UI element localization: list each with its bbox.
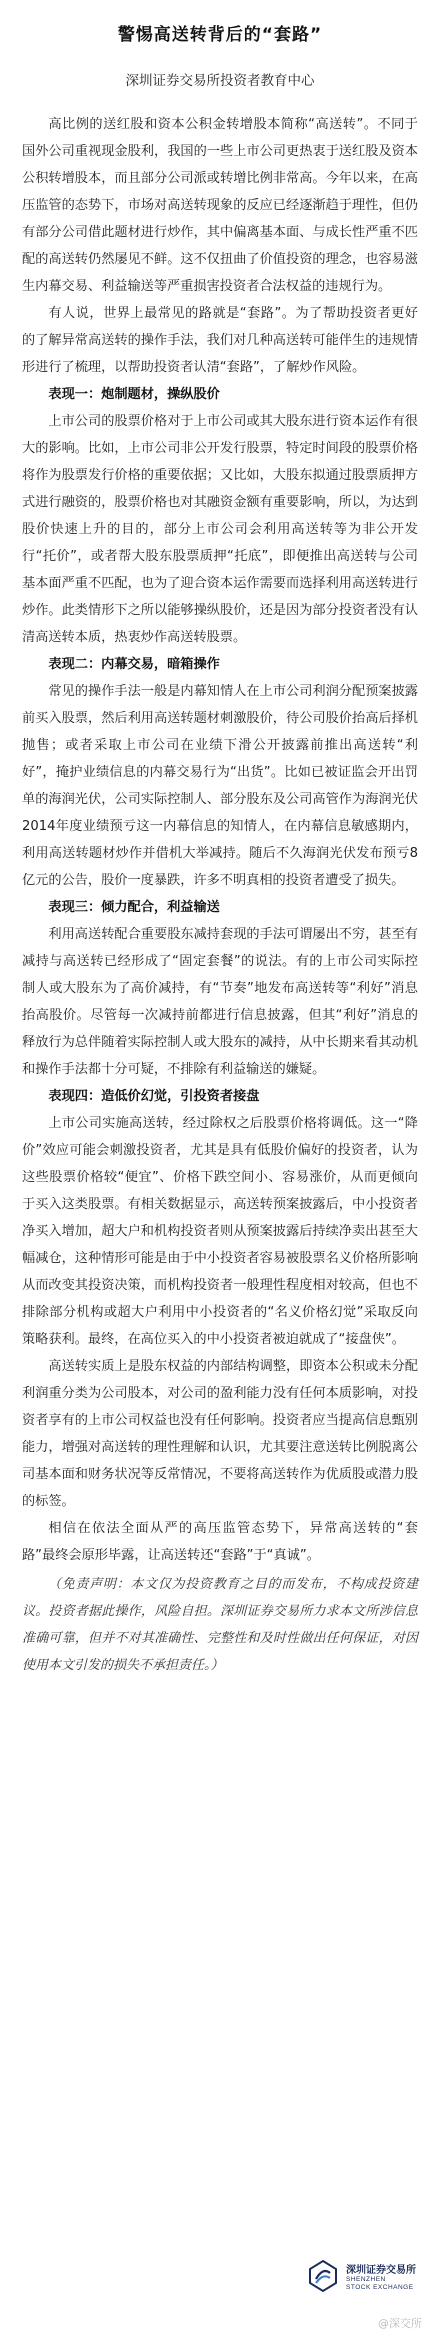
section-heading: 表现四：造低价幻觉，引投资者接盘	[48, 1089, 260, 1104]
body-paragraph: 常见的操作手法一般是内幕知情人在上市公司利润分配预案披露前买入股票，然后利用高送转题材刺激股价，待公司股价抬高后择机抛售；或者采取上市公司在业绩下滑公开披露前推出高送转“利好”，掩护业绩信息的内幕交易行为“出货”。比如已被证监会开出罚单的海润光伏，公司实际控制人、部分股东及公司高管作为海润光伏2014年度业绩预亏这一内幕信息的知情人，在内幕信息敏感期内，利用高送转题材炒作并借机大举减持。随后不久海润光伏发布预亏8亿元的公告，股价一度暴跌，许多不明真相的投资者遭受了损失。	[22, 684, 418, 888]
publisher-name: 深圳证券交易所投资者教育中心	[125, 73, 315, 89]
szse-logo-icon	[308, 2259, 338, 2293]
article-body	[22, 111, 418, 1569]
body-paragraph: 上市公司的股票价格对于上市公司或其大股东进行资本运作有很大的影响。比如，上市公司非公开发行股票，特定时间段的股票价格将作为股票发行价格的重要依据；又比如，大股东拟通过股票质押方式进行融资的，股票价格也对其融资金额有重要影响，所以，为达到股价快速上升的目的，部分上市公司会利用高送转等为非公开发行“托价”，或者帮大股东股票质押“托底”，即便推出高送转与公司基本面严重不匹配，也为了迎合资本运作需要而选择利用高送转进行炒作。此类情形下之所以能够操纵股价，还是因为部分投资者没有认清高送转本质，热衷炒作高送转股票。	[22, 414, 418, 645]
body-paragraph: 相信在依法全面从严的高压监管态势下，异常高送转的“套路”最终会原形毕露，让高送转还“套路”于“真诚”。	[22, 1521, 418, 1563]
body-paragraph: 高比例的送红股和资本公积金转增股本简称“高送转”。不同于国外公司重视现金股利，我国的一些上市公司更热衷于送红股及资本公积转增股本，而且部分公司派或转增比例非常高。今年以来，在高压监管的态势下，市场对高送转现象的反应已经逐渐趋于理性，但仍有部分公司借此题材进行炒作，其中偏离基本面、与成长性严重不匹配的高送转仍然屡见不鲜。这不仅扭曲了价值投资的理念，也容易滋生内幕交易、利益输送等严重损害投资者合法权益的违规行为。	[22, 117, 418, 294]
footer-name-cn: 深圳证券交易所	[346, 2264, 416, 2276]
footer-name-en-2: STOCK EXCHANGE	[346, 2283, 414, 2291]
section-heading: 表现二：内幕交易，暗箱操作	[48, 657, 220, 672]
body-paragraph: 有人说，世界上最常见的路就是“套路”。为了帮助投资者更好的了解异常高送转的操作手法，我们对几种高送转可能伴生的违规情形进行了梳理，以帮助投资者认清“套路”，了解炒作风险。	[22, 306, 418, 375]
disclaimer-text: （免责声明：本文仅为投资教育之目的而发布，不构成投资建议。投资者据此操作，风险自担。深圳证券交易所力求本文所涉信息准确可靠，但并不对其准确性、完整性和及时性做出任何保证，对因使用本文引发的损失不承担责任。）	[22, 1577, 418, 1673]
section-heading: 表现三：倾力配合，利益输送	[48, 900, 220, 915]
body-paragraph: 高送转实质上是股东权益的内部结构调整，即资本公积或未分配利润重分类为公司股本，对公司的盈利能力没有任何本质影响，对投资者享有的上市公司权益也没有任何影响。投资者应当提高信息甄别能力，增强对高送转的理性理解和认识，尤其要注意送转比例脱离公司基本面和财务状况等反常情况，不要将高送转作为优质股或潜力股的标签。	[22, 1359, 418, 1509]
footer-name-en-1: SHENZHEN	[346, 2275, 386, 2283]
body-paragraph: 上市公司实施高送转，经过除权之后股票价格将调低。这一“降价”效应可能会刺激投资者，尤其是具有低股价偏好的投资者，认为这些股票价格较“便宜”、价格下跌空间小、容易涨价，从而更倾向于买入这类股票。有相关数据显示，高送转预案披露后，中小投资者净买入增加，超大户和机构投资者则从预案披露后持续净卖出甚至大幅减仓，这种情形可能是由于中小投资者容易被股票名义价格所影响从而改变其投资决策，而机构投资者一般理性程度相对较高，但也不排除部分机构或超大户利用中小投资者的“名义价格幻觉”采取反向策略获利。最终，在高位买入的中小投资者被迫就成了“接盘侠”。	[22, 1116, 418, 1347]
footer-branding	[308, 2259, 416, 2293]
weibo-watermark: @深交所	[378, 2317, 422, 2330]
section-heading: 表现一：炮制题材，操纵股价	[48, 387, 220, 402]
body-paragraph: 利用高送转配合重要股东减持套现的手法可谓屡出不穷，甚至有减持与高送转已经形成了“固定套餐”的说法。有的上市公司实际控制人或大股东为了高价减持，有“节奏”地发布高送转等“利好”消息抬高股价。尽管每一次减持前都进行信息披露，但其“利好”消息的释放行为总伴随着实际控制人或大股东的减持，从中长期来看其动机和操作手法都十分可疑，不排除有利益输送的嫌疑。	[22, 927, 418, 1077]
article-title: 警惕高送转背后的“套路”	[117, 25, 323, 45]
